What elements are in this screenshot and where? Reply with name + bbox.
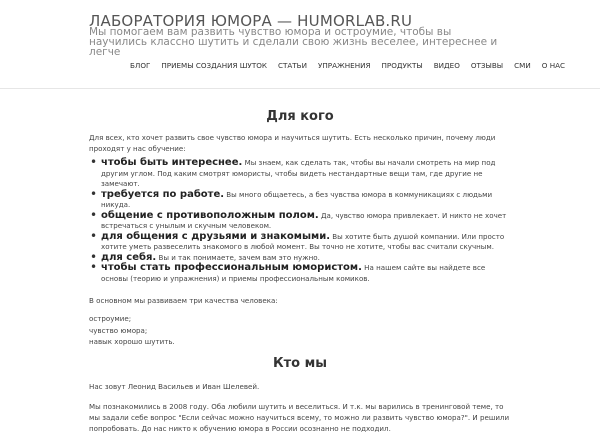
qualities-list: [89, 313, 511, 348]
nav-joke-techniques[interactable]: ПРИЕМЫ СОЗДАНИЯ ШУТОК: [161, 61, 267, 70]
list-item: • для общения с друзьями и знакомыми. Вы хотите быть душой компании. Или просто хотите уметь развеселить знакомого в любой момент. Вы точно не хотите, чтобы вас считали скучным.: [101, 232, 511, 253]
list-item: • для себя. Вы и так понимаете, зачем вам это нужно.: [101, 253, 511, 264]
site-header: [0, 0, 600, 89]
reasons-list: [89, 158, 511, 284]
intro-paragraph: Для всех, кто хочет развить свое чувство юмора и научиться шутить. Есть несколько причин, почему люди проходят у нас обучение:: [89, 133, 496, 153]
nav-reviews[interactable]: ОТЗЫВЫ: [470, 61, 504, 70]
nav-media[interactable]: СМИ: [514, 61, 531, 70]
main-content: [89, 88, 511, 434]
who-we-are-names: Нас зовут Леонид Васильев и Иван Шелевей.: [89, 381, 260, 391]
main-nav: [130, 61, 576, 70]
nav-about[interactable]: О НАС: [541, 61, 566, 70]
who-we-are-story: Мы познакомились в 2008 году. Оба любили шутить и веселиться. И т.к. мы варились в тренинговой теме, то мы задали себе вопрос "Если сейчас можно научиться всему, то можно ли развить чувство юмора?". И решили попробовать. До нас никто к обучению юмора в России осознанно не подходил.: [89, 401, 510, 433]
nav-articles[interactable]: СТАТЬИ: [277, 61, 307, 70]
list-item: • чтобы быть интереснее. Мы знаем, как сделать так, чтобы вы начали смотреть на мир под другим углом. Под каким смотрят юмористы, чтобы видеть нестандартные вещи там, где другие не замечают.: [101, 158, 511, 190]
nav-exercises[interactable]: УПРАЖНЕНИЯ: [318, 61, 371, 70]
list-item: • требуется по работе. Вы много общаетесь, а без чувства юмора в коммуникациях с людьми никуда.: [101, 190, 511, 211]
list-item: остроумие;: [89, 314, 132, 323]
nav-video[interactable]: ВИДЕО: [433, 61, 460, 70]
list-item: • чтобы стать профессиональным юмористом. На нашем сайте вы найдете все основы (теорию и упражнения) и приемы профессиональным комиков.: [101, 263, 511, 284]
site-tagline: Мы помогаем вам развить чувство юмора и остроумие, чтобы вы научились классно шутить и сделали свою жизнь веселее, интереснее и легче: [89, 26, 498, 58]
nav-products[interactable]: ПРОДУКТЫ: [381, 61, 423, 70]
nav-blog[interactable]: БЛОГ: [130, 61, 151, 70]
site-title[interactable]: ЛАБОРАТОРИЯ ЮМОРА — HUMORLAB.RU: [89, 12, 413, 30]
section-heading-who-we-are: Кто мы: [273, 355, 327, 371]
list-item: чувство юмора;: [89, 325, 148, 335]
list-item: • общение с противоположным полом. Да, чувство юмора привлекает. И никто не хочет встречаться с унылым и скучным человеком.: [101, 211, 511, 232]
list-item: навык хорошо шутить.: [89, 337, 175, 346]
section-heading-for-whom: Для кого: [266, 109, 334, 124]
qualities-intro: В основном мы развиваем три качества человека:: [89, 296, 278, 305]
